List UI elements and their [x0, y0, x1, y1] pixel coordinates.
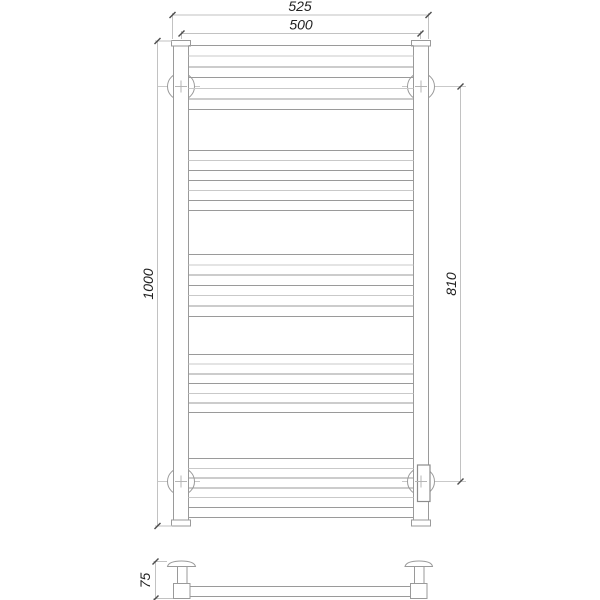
corner-block-left — [174, 584, 191, 599]
wall-flange-right — [405, 561, 433, 567]
dim-label-500: 500 — [289, 16, 313, 33]
left-collector-top-cap — [172, 41, 191, 47]
bracket-center-crosses — [175, 81, 427, 488]
dim-depth — [137, 559, 173, 600]
side-view — [168, 561, 433, 599]
dim-bracket-span — [443, 84, 464, 485]
bracket-stem-right — [415, 567, 425, 584]
right-collector-top-cap — [412, 41, 431, 47]
corner-block-right — [411, 584, 428, 599]
rung-lines — [189, 46, 414, 518]
right-collector-bottom-cap — [412, 520, 431, 526]
front-view — [157, 41, 466, 527]
dim-label-525: 525 — [288, 0, 312, 14]
right-collector — [414, 46, 429, 520]
dim-width-centers — [179, 17, 424, 40]
dim-height-overall — [140, 38, 172, 529]
left-collector — [174, 46, 189, 520]
left-collector-bottom-cap — [172, 520, 191, 526]
bracket-stem-left — [178, 567, 188, 584]
dim-label-1000: 1000 — [140, 268, 156, 300]
bracket-body-bottom-right — [418, 465, 431, 502]
wall-flange-left — [168, 561, 196, 567]
dim-label-810: 810 — [443, 272, 459, 296]
side-view-rail-tube — [190, 587, 411, 597]
dim-label-75: 75 — [137, 572, 153, 589]
